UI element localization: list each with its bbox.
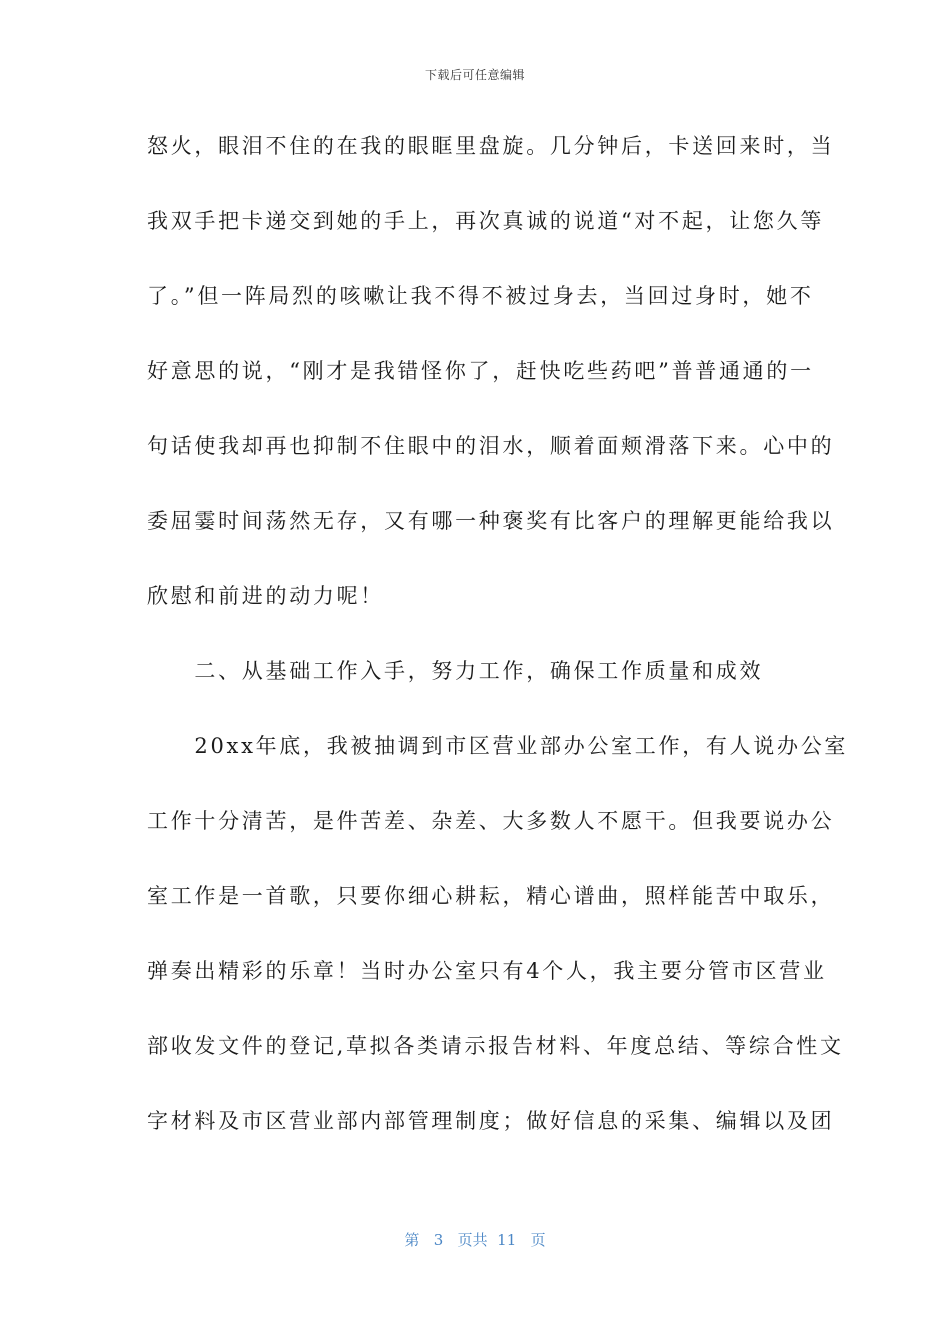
text-line-5: 句话使我却再也抑制不住眼中的泪水，顺着面颊滑落下来。心中的	[147, 434, 835, 458]
text-line-9: 20xx年底，我被抽调到市区营业部办公室工作，有人说办公室	[147, 734, 849, 758]
text-line-6: 委屈霎时间荡然无存，又有哪一种褒奖有比客户的理解更能给我以	[147, 509, 835, 533]
footer-suffix: 页	[530, 1231, 546, 1249]
footer-total-pages: 11	[497, 1231, 517, 1249]
text-line-7: 欣慰和前进的动力呢！	[147, 584, 384, 608]
section-heading: 二、从基础工作入手，努力工作，确保工作质量和成效	[147, 659, 764, 683]
text-line-4: 好意思的说，“刚才是我错怪你了，赶快吃些药吧”普普通通的一	[147, 359, 814, 383]
text-line-14: 字材料及市区营业部内部管理制度；做好信息的采集、编辑以及团	[147, 1109, 835, 1133]
page-footer	[0, 1229, 950, 1250]
text-line-12: 弹奏出精彩的乐章！当时办公室只有4个人，我主要分管市区营业	[147, 959, 827, 983]
footer-middle: 页共	[457, 1231, 488, 1249]
page-header: 下载后可任意编辑	[424, 68, 525, 82]
text-line-1: 怒火，眼泪不住的在我的眼眶里盘旋。几分钟后，卡送回来时，当	[147, 134, 835, 158]
text-line-13: 部收发文件的登记,草拟各类请示报告材料、年度总结、等综合性文	[147, 1034, 844, 1058]
footer-prefix: 第	[404, 1231, 420, 1249]
text-line-3: 了。”但一阵局烈的咳嗽让我不得不被过身去，当回过身时，她不	[147, 284, 814, 308]
text-line-2: 我双手把卡递交到她的手上，再次真诚的说道“对不起，让您久等	[147, 209, 825, 233]
text-line-10: 工作十分清苦，是件苦差、杂差、大多数人不愿干。但我要说办公	[147, 809, 835, 833]
footer-page-number: 3	[433, 1231, 444, 1249]
text-line-11: 室工作是一首歌，只要你细心耕耘，精心谱曲，照样能苦中取乐，	[147, 884, 835, 908]
